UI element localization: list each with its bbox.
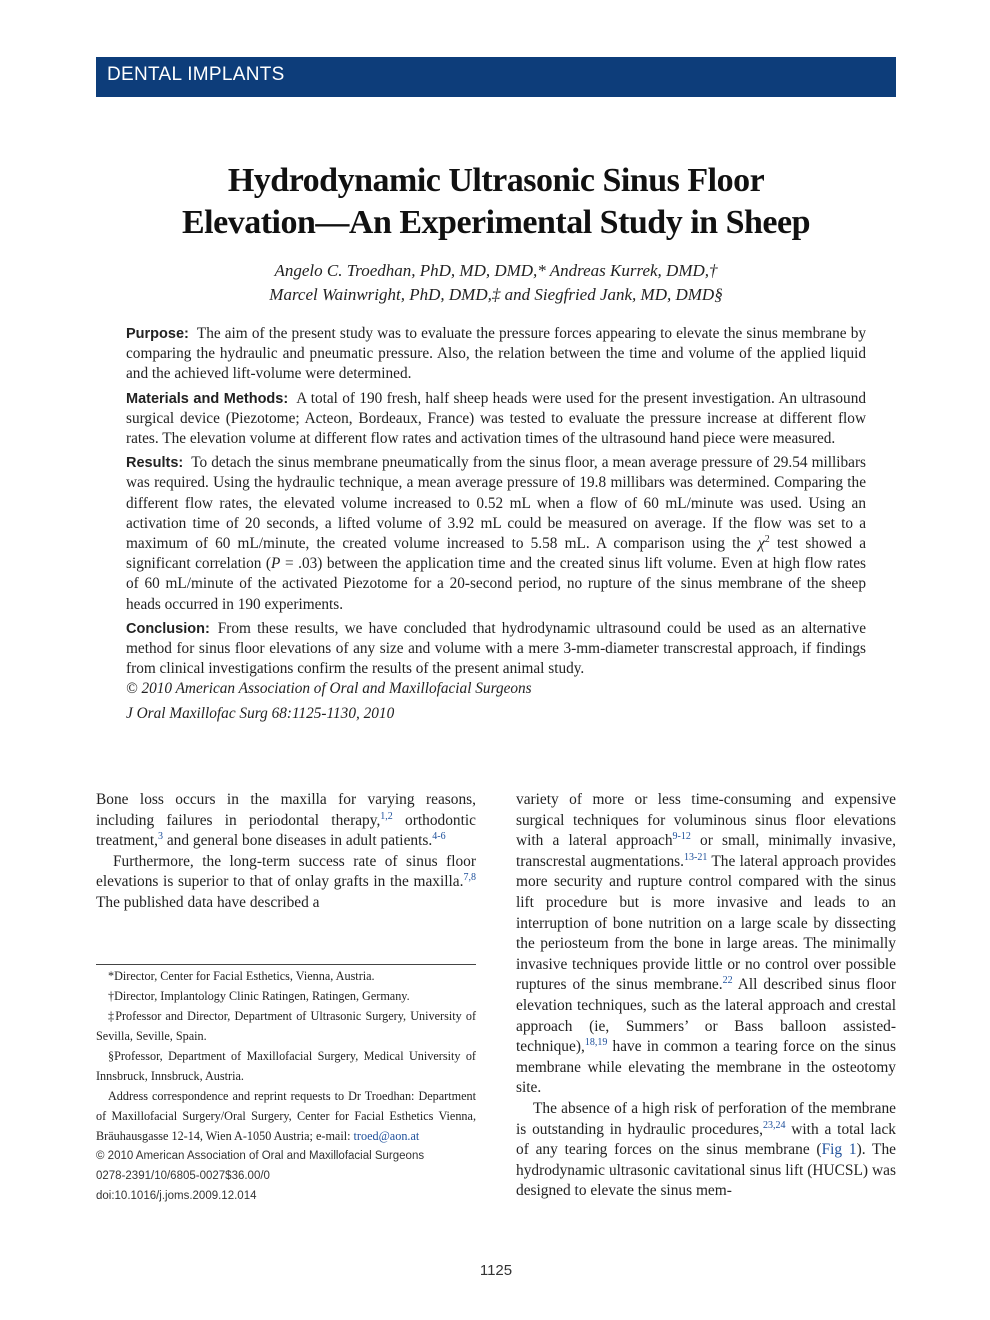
- body-text: Bone loss occurs in the maxilla for varying reasons, including failures in periodontal therapy,: [96, 791, 476, 829]
- results-text-a: To detach the sinus membrane pneumatically from the sinus floor, a mean average pressure of 29.54 millibars was required. Using the hydraulic technique, a mean average pressure of 19.8 millibars was determined. Comparing the different flow rates, the elevated volume increased to 0.52 mL when a flow of 60 mL/minute was used. Using an activation time of 20 seconds, a lifted volume of 3.92 mL could be measured on average. If the flow was set to a maximum of 60 mL/minute, the created volume increased to 5.58 mL. A comparison using the: [126, 454, 866, 553]
- body-text: The published data have described a: [96, 893, 320, 911]
- reference-link[interactable]: 22: [722, 975, 733, 987]
- left-paragraph-1: [96, 790, 476, 852]
- authors-line-1: Angelo C. Troedhan, PhD, MD, DMD,* Andreas Kurrek, DMD,†: [274, 261, 718, 280]
- right-paragraph-2: [516, 1099, 896, 1202]
- left-paragraph-2: [96, 852, 476, 914]
- chi-superscript: 2: [764, 533, 770, 545]
- abstract-methods: [126, 389, 866, 450]
- purpose-label: Purpose:: [126, 326, 189, 342]
- reference-link[interactable]: 3: [157, 831, 163, 843]
- results-label: Results:: [126, 455, 184, 472]
- reference-link[interactable]: 13-21: [683, 851, 708, 863]
- methods-text: A total of 190 fresh, half sheep heads were used for the present investigation. An ultrasound surgical device (Piezotome; Acteon, Bordeaux, France) was tested to evaluate the pressure increase at different flow rates. The elevation volume at different flow rates and activation times of the ultrasound hand piece were measured.: [126, 389, 866, 448]
- title-line-1: Hydrodynamic Ultrasonic Sinus Floor: [227, 162, 765, 199]
- results-text-c: = .03) between the application time and the created sinus lift volume. Even at high flow rates of 60 mL/minute of the activated Piezotome for a 20-second period, no rupture of the sinus membrane of the sheep heads occurred in 190 experiments.: [126, 555, 866, 613]
- body-text: All described sinus floor elevation techniques, such as the lateral approach and crestal approach (ie, Summers’ or Bass balloon assisted-technique),: [516, 976, 896, 1056]
- footnote-doi[interactable]: doi:10.1016/j.joms.2009.12.014: [96, 1190, 257, 1202]
- abstract-conclusion: [126, 619, 866, 680]
- footnote-2: †Director, Implantology Clinic Ratingen, Ratingen, Germany.: [108, 989, 410, 1003]
- abstract-results: [126, 453, 866, 615]
- journal-citation: J Oral Maxillofac Surg 68:1125-1130, 2010: [126, 704, 395, 722]
- reference-link[interactable]: 18,19: [584, 1037, 608, 1048]
- footnote-divider: [96, 964, 476, 965]
- reference-link[interactable]: 9-12: [672, 831, 691, 843]
- body-text: orthodontic treatment,: [96, 811, 476, 850]
- body-text: have in common a tearing force on the sinus membrane while elevating the membrane in the osteotomy site.: [516, 1038, 896, 1097]
- footnote-3: ‡Professor and Director, Department of Ultrasonic Surgery, University of Sevilla, Seville, Spain.: [96, 1009, 476, 1043]
- body-text: ). The hydrodynamic ultrasonic cavitational sinus lift (HUCSL) was designed to elevate the sinus mem-: [516, 1141, 896, 1200]
- conclusion-text: From these results, we have concluded that hydrodynamic ultrasound could be used as an alternative method for sinus floor elevations of any size and volume with a mere 3-mm-diameter transcrestal approach, if findings from clinical investigations confirm the results of the present animal study.: [126, 619, 866, 678]
- body-text: or small, minimally invasive, transcrestal augmentations.: [516, 832, 896, 870]
- correspondence-text: Address correspondence and reprint requests to Dr Troedhan: Department of Maxillofacial Surgery/Oral Surgery, Center for Facial Esthetics Vienna, Bräuhausgasse 12-14, Wien A-1050 Austria; e-mail:: [96, 1089, 476, 1143]
- body-text: The lateral approach provides more security and rupture control compared with the sinus lift procedure but is more invasive and leads to an interruption of bone nutrition on a large scale by dissecting the periosteum from the bone in large areas. The minimally invasive techniques provide little or no control over possible ruptures of the sinus membrane.: [516, 852, 897, 994]
- section-label: DENTAL IMPLANTS: [107, 64, 285, 85]
- footnote-issn: 0278-2391/10/6805-0027$36.00/0: [96, 1170, 270, 1182]
- purpose-text: The aim of the present study was to evaluate the pressure forces appearing to elevate the sinus membrane by comparing the hydraulic and pneumatic pressure. Also, the relation between the time and volume of the applied liquid and the achieved lift-volume were determined.: [126, 325, 866, 383]
- reference-link[interactable]: 23,24: [762, 1119, 786, 1131]
- body-text: with a total lack of any tearing forces on the sinus membrane (: [516, 1120, 897, 1159]
- results-text-b: test showed a significant correlation (: [126, 535, 867, 573]
- p-symbol: P: [271, 555, 281, 573]
- footnotes: [96, 966, 476, 1206]
- reference-link[interactable]: 1,2: [380, 810, 393, 822]
- chi-symbol: χ: [758, 535, 765, 553]
- body-text: variety of more or less time-consuming and expensive surgical techniques for voluminous sinus floor elevations with a lateral approach: [516, 791, 896, 850]
- left-column: [96, 790, 476, 914]
- abstract-purpose: [126, 324, 866, 385]
- author-list: [96, 259, 896, 307]
- email-link[interactable]: troed@aon.at: [353, 1129, 420, 1143]
- body-text: and general bone diseases in adult patients.: [162, 832, 433, 850]
- abstract-copyright: © 2010 American Association of Oral and Maxillofacial Surgeons: [126, 680, 532, 698]
- figure-link[interactable]: Fig 1: [821, 1141, 857, 1159]
- right-paragraph-1: [516, 790, 896, 1099]
- title-line-2: Elevation—An Experimental Study in Sheep: [182, 204, 810, 241]
- right-column: [516, 790, 896, 1202]
- body-text: The absence of a high risk of perforation of the membrane is outstanding in hydraulic procedures,: [516, 1099, 896, 1138]
- methods-label: Materials and Methods:: [126, 390, 289, 407]
- footnote-4: §Professor, Department of Maxillofacial Surgery, Medical University of Innsbruck, Innsbruck, Austria.: [96, 1049, 476, 1083]
- authors-line-2: Marcel Wainwright, PhD, DMD,‡ and Siegfried Jank, MD, DMD§: [269, 285, 723, 304]
- body-text: Furthermore, the long-term success rate of sinus floor elevations is superior to that of onlay grafts in the maxilla.: [96, 852, 476, 891]
- article-title: [96, 160, 896, 244]
- page-number: 1125: [479, 1262, 513, 1279]
- footnote-1: *Director, Center for Facial Esthetics, Vienna, Austria.: [108, 969, 375, 983]
- footnote-copyright: © 2010 American Association of Oral and Maxillofacial Surgeons: [96, 1150, 425, 1162]
- reference-link[interactable]: 7,8: [463, 872, 476, 884]
- footnote-correspondence: [96, 1086, 476, 1146]
- section-banner: [96, 57, 896, 97]
- reference-link[interactable]: 4-6: [432, 831, 446, 843]
- conclusion-label: Conclusion:: [126, 620, 210, 637]
- abstract: [126, 324, 866, 728]
